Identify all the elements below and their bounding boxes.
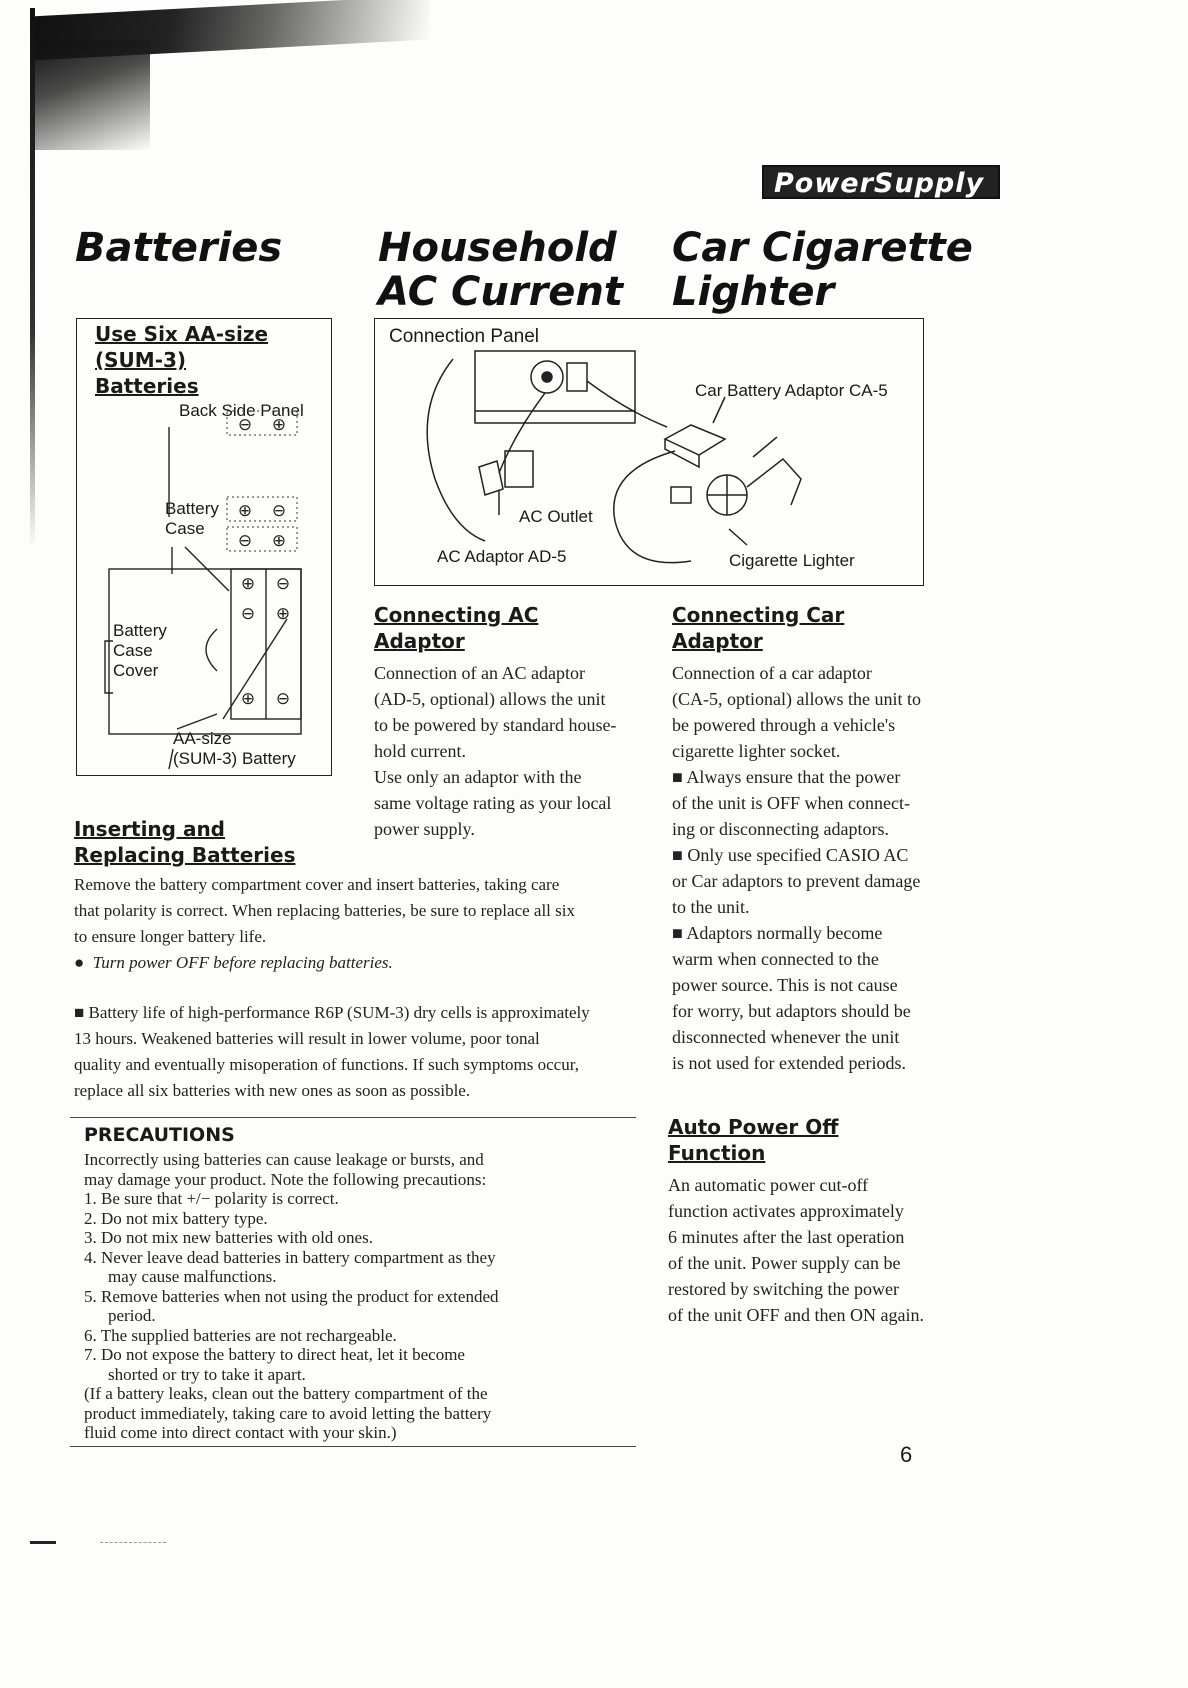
battery-drawing	[77, 319, 331, 775]
section-tag: PowerSupply	[762, 165, 1000, 199]
battery-case-cover-label-line2: Case	[113, 641, 153, 660]
scan-mark	[30, 1541, 56, 1544]
connection-panel-label: Connection Panel	[389, 326, 539, 347]
ac-adaptor-heading-line1: Connecting AC	[374, 603, 539, 627]
car-line: be powered through a vehicle's	[672, 715, 896, 735]
precaution-line: 4. Never leave dead batteries in battery compartment as they	[84, 1247, 496, 1267]
precautions-top-rule	[70, 1117, 636, 1118]
auto-line: restored by switching the power	[668, 1279, 899, 1299]
auto-power-off-heading-line2: Function	[668, 1141, 766, 1165]
household-title-line1: Household	[378, 225, 617, 271]
ac-line: hold current.	[374, 741, 466, 761]
ac-adaptor-heading-line2: Adaptor	[374, 629, 465, 653]
car-line: ■ Only use specified CASIO AC	[672, 845, 909, 865]
precaution-line: product immediately, taking care to avoid letting the battery	[84, 1403, 492, 1423]
ac-adaptor-paragraph	[374, 660, 644, 842]
auto-power-off-heading	[668, 1114, 838, 1166]
car-line: warm when connected to the	[672, 949, 879, 969]
precaution-line: 3. Do not mix new batteries with old ones.	[84, 1228, 373, 1247]
car-line: cigarette lighter socket.	[672, 741, 841, 761]
precaution-line: may cause malfunctions.	[108, 1267, 277, 1286]
svg-text:⊖: ⊖	[275, 689, 291, 709]
back-side-panel-label: Back Side Panel	[179, 401, 304, 420]
aa-battery-label-line2: (SUM-3) Battery	[173, 749, 296, 768]
adaptor-drawing	[375, 319, 923, 585]
precaution-line: 1. Be sure that +/− polarity is correct.	[84, 1189, 339, 1208]
battery-case-cover-label-line3: Cover	[113, 661, 159, 680]
auto-line: of the unit OFF and then ON again.	[668, 1305, 924, 1325]
battery-case-label-line1: Battery	[165, 499, 219, 518]
svg-text:⊖: ⊖	[240, 604, 256, 624]
ac-outlet-label: AC Outlet	[519, 507, 593, 526]
car-adaptor-heading-line2: Adaptor	[672, 629, 763, 653]
svg-text:⊕: ⊕	[237, 501, 253, 521]
svg-text:⊖: ⊖	[271, 501, 287, 521]
car-adaptor-heading	[672, 602, 844, 654]
battery-box-heading-line3: Batteries	[95, 374, 199, 398]
car-line: Connection of a car adaptor	[672, 663, 872, 683]
car-line: ■ Always ensure that the power	[672, 767, 901, 787]
ac-line: (AD-5, optional) allows the unit	[374, 689, 606, 709]
inserting-heading	[74, 816, 295, 868]
ac-line: to be powered by standard house-	[374, 715, 617, 735]
svg-text:⊕: ⊕	[271, 531, 287, 551]
precaution-line: 7. Do not expose the battery to direct heat, let it become	[84, 1345, 465, 1364]
ac-line: Connection of an AC adaptor	[374, 663, 585, 683]
precaution-line: Incorrectly using batteries can cause leakage or bursts, and	[84, 1150, 484, 1169]
note-line: quality and eventually misoperation of functions. If such symptoms occur,	[74, 1055, 579, 1074]
precautions-list	[84, 1150, 644, 1443]
ac-line: power supply.	[374, 819, 475, 839]
batteries-title: Batteries	[75, 225, 283, 271]
precaution-line: 2. Do not mix battery type.	[84, 1208, 268, 1228]
svg-text:⊕: ⊕	[275, 604, 291, 624]
turn-off-bullet	[74, 950, 654, 976]
ac-adaptor-label: AC Adaptor AD-5	[437, 547, 567, 566]
car-title-block	[672, 226, 973, 314]
precaution-line: 5. Remove batteries when not using the product for extended	[84, 1286, 499, 1306]
insert-line: that polarity is correct. When replacing batteries, be sure to replace all six	[74, 901, 575, 920]
precaution-line: (If a battery leaks, clean out the battery compartment of the	[84, 1384, 488, 1403]
scan-edge	[30, 8, 35, 548]
car-line: or Car adaptors to prevent damage	[672, 871, 921, 891]
bullet-dot-icon: ●	[74, 953, 93, 972]
car-line: for worry, but adaptors should be	[672, 1001, 911, 1021]
ac-adaptor-heading	[374, 602, 538, 654]
batteries-title-block	[75, 226, 282, 270]
cigarette-lighter-label: Cigarette Lighter	[729, 551, 855, 570]
precaution-line: period.	[108, 1306, 156, 1325]
ac-line: same voltage rating as your local	[374, 793, 612, 813]
turn-off-text: Turn power OFF before replacing batteries.	[92, 953, 393, 972]
svg-text:⊕: ⊕	[240, 689, 256, 709]
auto-line: of the unit. Power supply can be	[668, 1253, 901, 1273]
svg-text:⊕: ⊕	[271, 415, 287, 435]
battery-diagram	[76, 318, 332, 776]
battery-life-note	[74, 1000, 654, 1104]
car-line: ing or disconnecting adaptors.	[672, 819, 889, 839]
svg-text:⊖: ⊖	[275, 574, 291, 594]
auto-line: 6 minutes after the last operation	[668, 1227, 905, 1247]
household-title-block	[378, 226, 623, 314]
auto-power-off-heading-line1: Auto Power Off	[668, 1115, 839, 1139]
svg-text:⊕: ⊕	[240, 574, 256, 594]
car-adaptor-heading-line1: Connecting Car	[672, 603, 845, 627]
car-line: ■ Adaptors normally become	[672, 923, 883, 943]
inserting-paragraph	[74, 872, 654, 976]
precautions-bottom-rule	[70, 1446, 636, 1447]
auto-line: function activates approximately	[668, 1201, 904, 1221]
ac-line: Use only an adaptor with the	[374, 767, 582, 787]
battery-case-cover-label-line1: Battery	[113, 621, 167, 640]
precaution-line: fluid come into direct contact with your skin.)	[84, 1423, 397, 1442]
car-line: power source. This is not cause	[672, 975, 898, 995]
car-battery-adaptor-label: Car Battery Adaptor CA-5	[695, 381, 888, 400]
auto-line: An automatic power cut-off	[668, 1175, 869, 1195]
precaution-line: may damage your product. Note the following precautions:	[84, 1169, 487, 1189]
inserting-heading-line2: Replacing Batteries	[74, 843, 296, 867]
battery-box-heading-line2: (SUM-3)	[95, 348, 187, 372]
car-line: of the unit is OFF when connect-	[672, 793, 910, 813]
battery-box-heading-line1: Use Six AA-size	[95, 322, 269, 346]
precautions-heading: PRECAUTIONS	[84, 1124, 235, 1146]
adaptor-diagram	[374, 318, 924, 586]
car-title-line1: Car Cigarette	[672, 225, 973, 271]
svg-text:⊖: ⊖	[237, 531, 253, 551]
car-line: (CA-5, optional) allows the unit to	[672, 689, 921, 709]
svg-text:⊖: ⊖	[237, 415, 253, 435]
insert-line: Remove the battery compartment cover and insert batteries, taking care	[74, 875, 560, 894]
car-line: is not used for extended periods.	[672, 1053, 906, 1073]
car-adaptor-paragraph	[672, 660, 952, 1076]
note-line: 13 hours. Weakened batteries will result in lower volume, poor tonal	[74, 1029, 540, 1048]
aa-battery-label-line1: AA-size	[173, 729, 232, 748]
note-line: ■ Battery life of high-performance R6P (SUM-3) dry cells is approximately	[74, 1003, 590, 1022]
scan-mark	[100, 1542, 166, 1543]
precaution-line: shorted or try to take it apart.	[108, 1364, 306, 1384]
insert-line: to ensure longer battery life.	[74, 927, 267, 946]
page-number: 6	[900, 1442, 913, 1467]
auto-power-off-paragraph	[668, 1172, 948, 1328]
car-line: to the unit.	[672, 897, 750, 917]
battery-case-label-line2: Case	[165, 519, 205, 538]
precaution-line: 6. The supplied batteries are not rechargeable.	[84, 1325, 397, 1345]
car-title-line2: Lighter	[672, 269, 835, 315]
scan-artifact	[0, 0, 430, 150]
inserting-heading-line1: Inserting and	[74, 817, 225, 841]
note-line: replace all six batteries with new ones as soon as possible.	[74, 1081, 471, 1100]
car-line: disconnected whenever the unit	[672, 1027, 900, 1047]
household-title-line2: AC Current	[378, 269, 624, 315]
